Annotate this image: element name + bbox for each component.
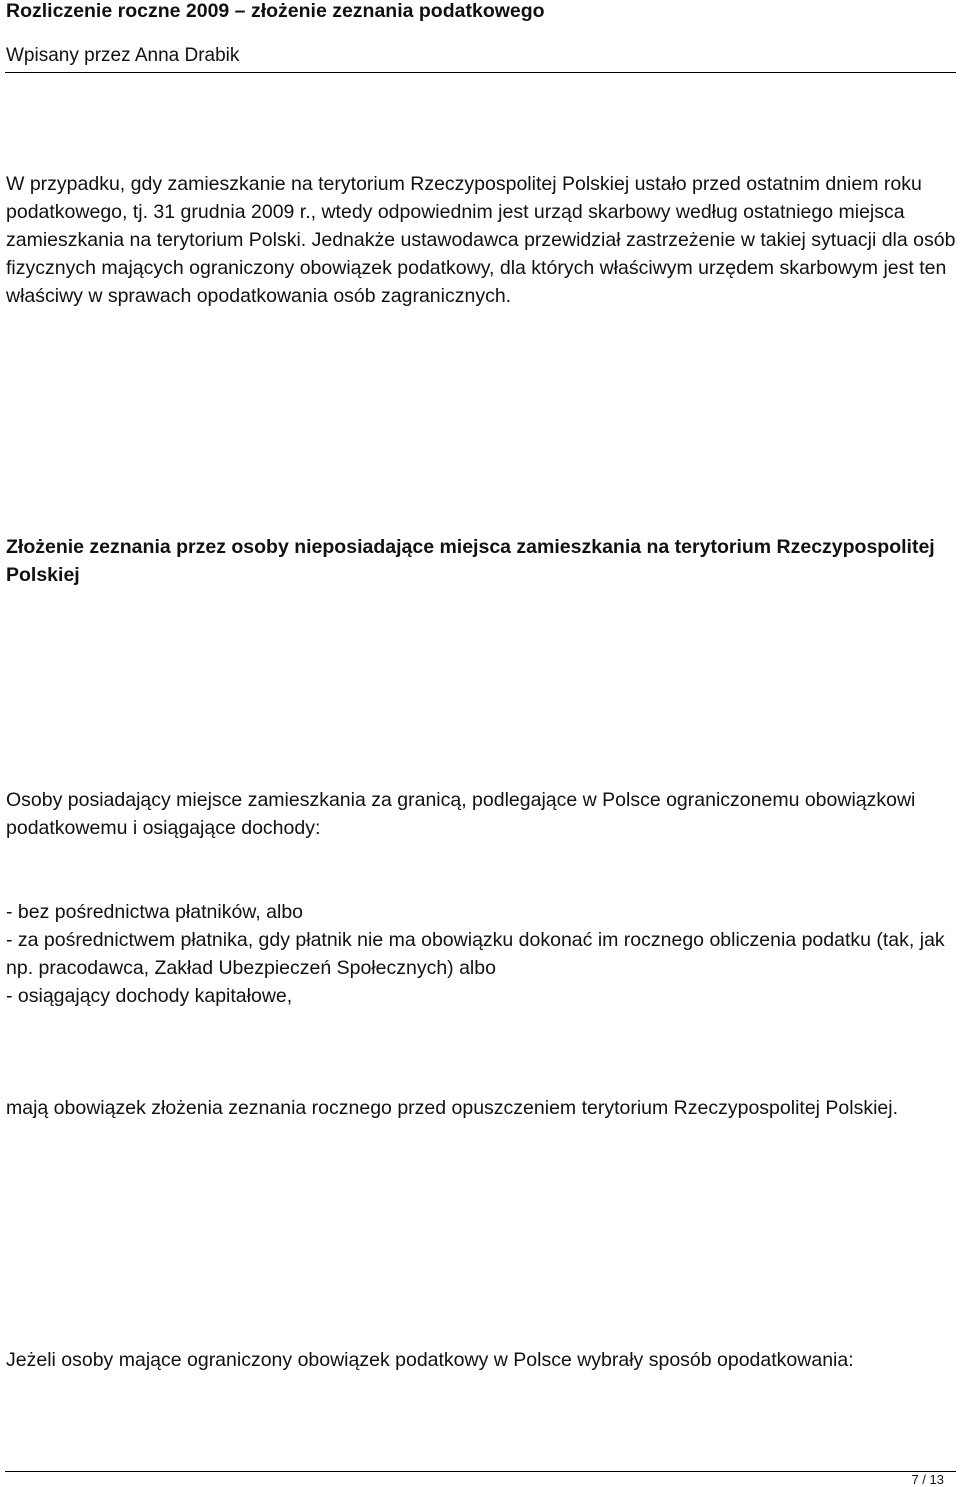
- paragraph-taxation-method: Jeżeli osoby mające ograniczony obowiązek podatkowy w Polsce wybrały sposób opodatkowania:: [6, 1349, 854, 1371]
- paragraph-filing-obligation: mają obowiązek złożenia zeznania rocznego przed opuszczeniem terytorium Rzeczypospolitej Polskiej.: [6, 1097, 899, 1119]
- author-line: Wpisany przez Anna Drabik: [6, 45, 240, 66]
- list-item: - bez pośrednictwa płatników, albo: [6, 901, 304, 923]
- header-divider: [5, 72, 956, 73]
- footer-divider: [5, 1471, 956, 1472]
- list-item: - za pośrednictwem płatnika, gdy płatnik nie ma obowiązku dokonać im rocznego obliczenia podatku (tak, jak np. pracodawca, Zakład Ubezpieczeń Społecznych) albo: [6, 929, 945, 979]
- income-conditions-list: [6, 898, 956, 1010]
- paragraph-residence-ended: W przypadku, gdy zamieszkanie na terytorium Rzeczypospolitej Polskiej ustało przed ostatnim dniem roku podatkowego, tj. 31 grudnia 2009 r., wtedy odpowiednim jest urząd skarbowy według ostatniego miejsca zamieszkania na terytorium Polski. Jednakże ustawodawca przewidział zastrzeżenie w takiej sytuacji dla osób fizycznych mających ograniczony obowiązek podatkowy, dla których właściwym urzędem skarbowym jest ten właściwy w sprawach opodatkowania osób zagranicznych.: [6, 173, 956, 307]
- page-number: 7 / 13: [911, 1472, 944, 1487]
- paragraph-non-resident-persons: Osoby posiadający miejsce zamieszkania za granicą, podlegające w Polsce ograniczonemu obowiązkowi podatkowemu i osiągające dochody:: [6, 789, 916, 839]
- section-heading-non-residents: Złożenie zeznania przez osoby nieposiadające miejsca zamieszkania na terytorium Rzeczypospolitej Polskiej: [6, 536, 935, 586]
- document-title: Rozliczenie roczne 2009 – złożenie zeznania podatkowego: [6, 0, 545, 22]
- list-item: - osiągający dochody kapitałowe,: [6, 985, 293, 1007]
